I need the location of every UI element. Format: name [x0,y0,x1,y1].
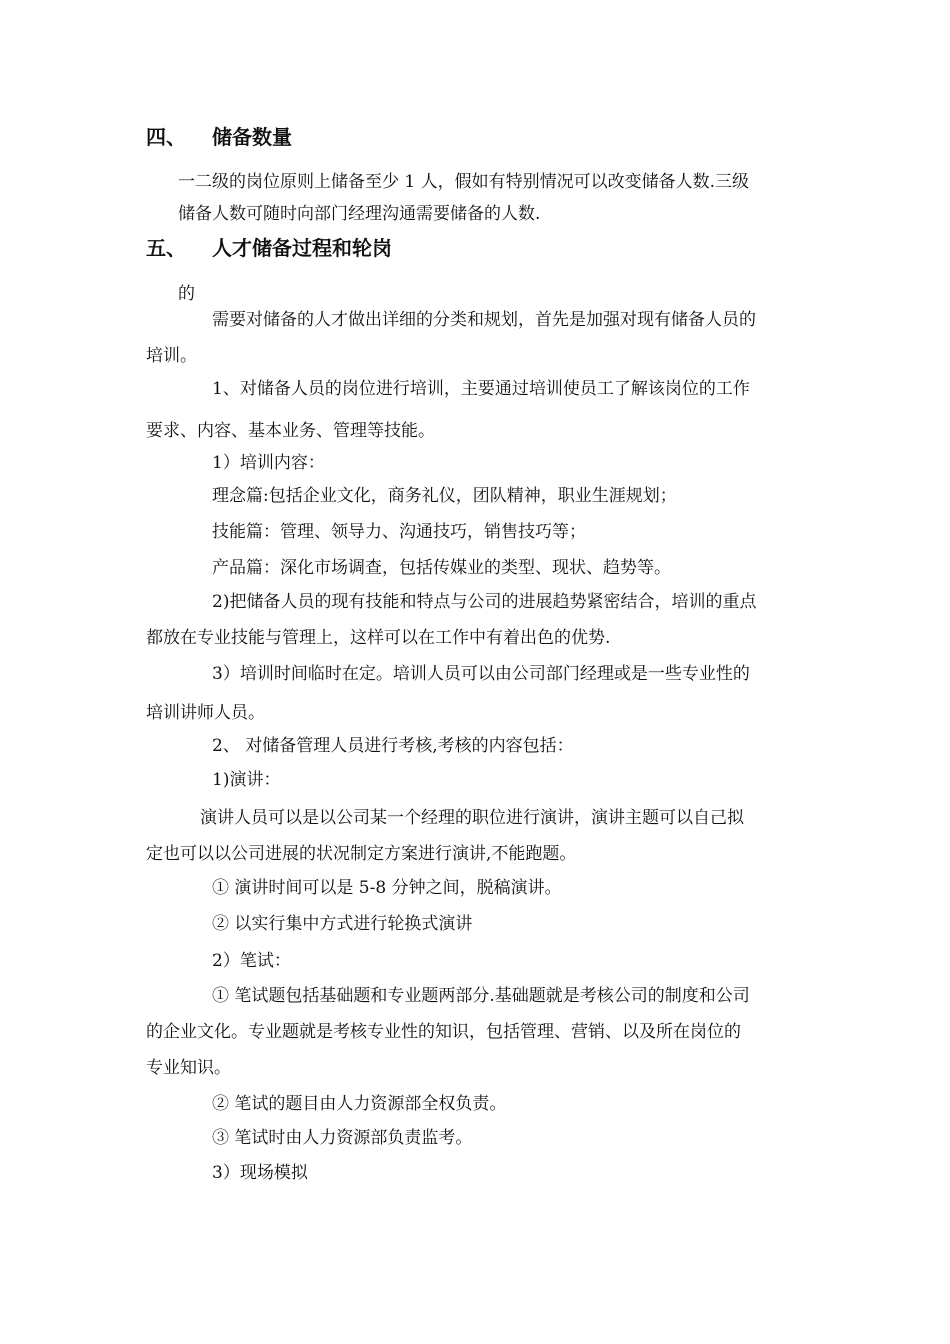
paragraph-line: ① 演讲时间可以是 5-8 分钟之间，脱稿演讲。 [212,878,562,898]
section-4-title: 储备数量 [212,125,292,149]
paragraph-line: 要求、内容、基本业务、管理等技能。 [146,421,435,441]
paragraph-line: 2)把储备人员的现有技能和特点与公司的进展趋势紧密结合，培训的重点 [212,592,757,612]
paragraph-line: 培训。 [146,346,197,366]
paragraph-line: 演讲人员可以是以公司某一个经理的职位进行演讲，演讲主题可以自己拟 [200,808,744,828]
section-5-title: 人才储备过程和轮岗 [212,236,392,260]
paragraph-line: 储备人数可随时向部门经理沟通需要储备的人数. [178,204,541,224]
paragraph-line: 一二级的岗位原则上储备至少 1 人，假如有特别情况可以改变储备人数.三级 [178,172,750,192]
paragraph-line: ③ 笔试时由人力资源部负责监考。 [212,1128,473,1148]
paragraph-line: 的企业文化。专业题就是考核专业性的知识，包括管理、营销、以及所在岗位的 [146,1022,741,1042]
paragraph-line: 3）现场模拟 [212,1163,308,1183]
paragraph-line: 定也可以以公司进展的状况制定方案进行演讲,不能跑题。 [146,844,577,864]
paragraph-line: 培训讲师人员。 [146,703,265,723]
paragraph-line: 产品篇：深化市场调查，包括传媒业的类型、现状、趋势等。 [212,558,671,578]
section-5-number: 五、 [146,236,186,260]
paragraph-line: ② 笔试的题目由人力资源部全权负责。 [212,1094,507,1114]
paragraph-line: ② 以实行集中方式进行轮换式演讲 [212,914,473,934]
paragraph-line: ① 笔试题包括基础题和专业题两部分.基础题就是考核公司的制度和公司 [212,986,750,1006]
paragraph-line: 1、对储备人员的岗位进行培训，主要通过培训使员工了解该岗位的工作 [212,379,750,399]
paragraph-line: 2、 对储备管理人员进行考核,考核的内容包括： [212,736,574,756]
paragraph-line: 3）培训时间临时在定。培训人员可以由公司部门经理或是一些专业性的 [212,664,750,684]
paragraph-line: 的 [178,284,195,304]
paragraph-line: 1）培训内容： [212,453,325,473]
section-4-number: 四、 [146,125,186,149]
paragraph-line: 专业知识。 [146,1058,231,1078]
paragraph-line: 都放在专业技能与管理上，这样可以在工作中有着出色的优势. [146,628,611,648]
paragraph-line: 需要对储备的人才做出详细的分类和规划，首先是加强对现有储备人员的 [212,310,756,330]
paragraph-line: 技能篇：管理、领导力、沟通技巧，销售技巧等； [212,522,586,542]
paragraph-line: 理念篇:包括企业文化，商务礼仪，团队精神，职业生涯规划； [212,486,677,506]
paragraph-line: 1)演讲： [212,770,281,790]
paragraph-line: 2）笔试： [212,951,291,971]
